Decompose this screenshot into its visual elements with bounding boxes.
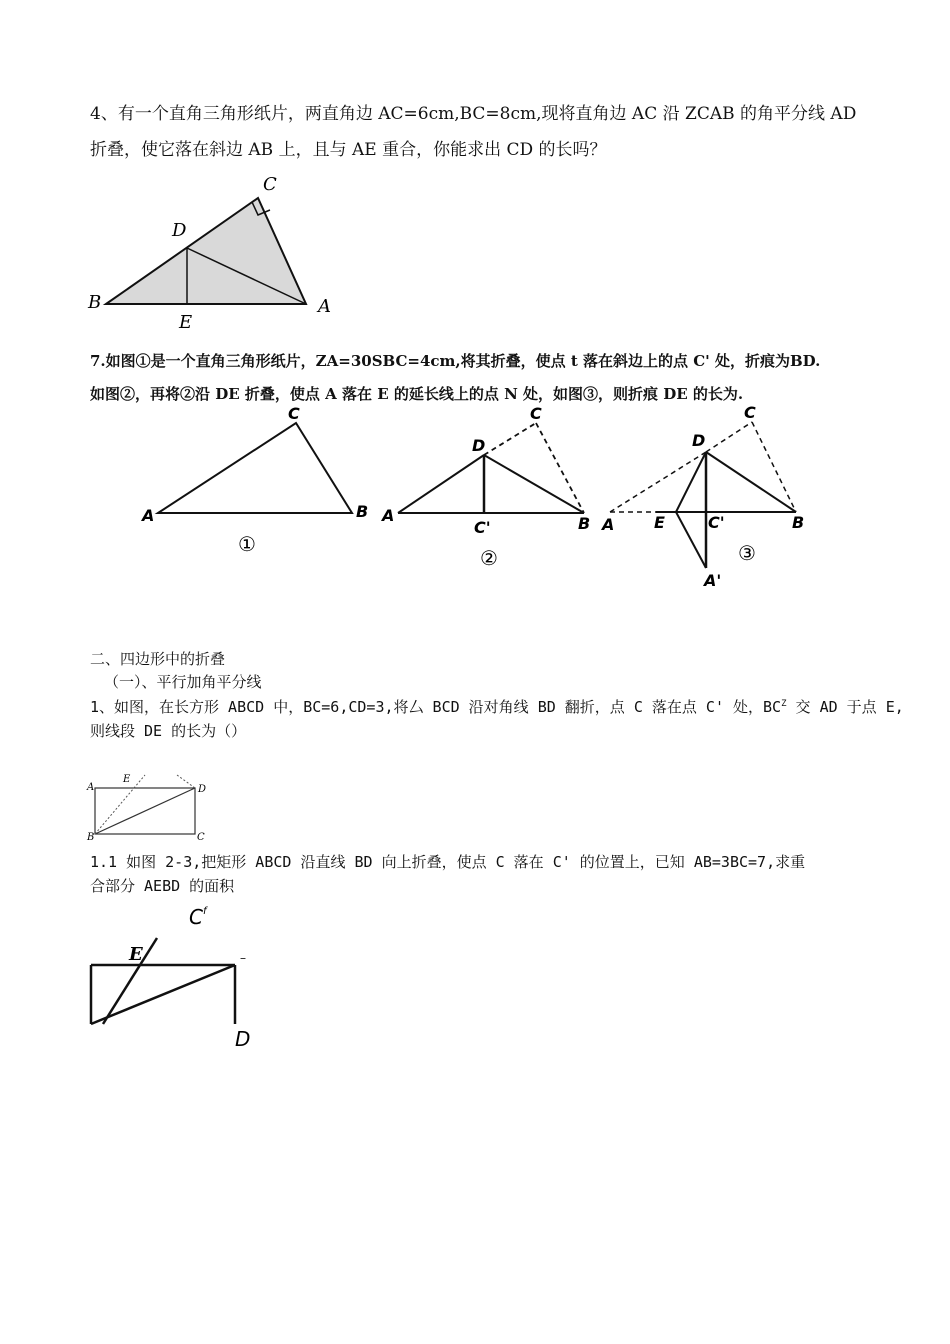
fig2-label-a: A [382,506,395,525]
rect-label-a: A [87,782,95,793]
label-c-prime [189,905,208,929]
label-c: C [263,174,277,195]
problem-1-1-line-1: 1.1 如图 2-3,把矩形 ABCD 沿直线 BD 向上折叠，使点 C 落在 C' 的位置上，已知 AB=3BC=7,求重 [90,853,806,871]
section-2-q1-line-1 [90,696,904,717]
problem-7-line-2: 如图②，再将②沿 DE 折叠，使点 A 落在 E 的延长线上的点 N 处，如图③，则折痕 DE 的长为. [90,385,744,403]
q1-sup: Z [781,699,787,709]
fig3-label-a: A [602,515,615,534]
fig1-label-a: A [142,506,155,525]
problem-7-figure-1 [140,405,380,555]
fig1-label-c: C [288,404,300,423]
label-a: A [318,296,331,317]
label-c-prime-sup: f [202,906,207,917]
problem-7-figure-2 [380,405,600,575]
problem-1-1-figure [85,900,265,1055]
rect-label-b: B [87,832,95,843]
fig2-label-cprime: C' [474,518,491,537]
section-2-q1-line-2: 则线段 DE 的长为（） [90,722,247,740]
section-2-subheading: （一）、平行加角平分线 [104,673,262,691]
problem-7-figure-3 [600,400,820,595]
fig2-label-c: C [530,404,542,423]
fig1-number: ① [238,532,256,556]
label-c-prime-main: C [189,905,203,929]
problem-4-figure [80,170,350,335]
problem-4-line-1: 4、有一个直角三角形纸片，两直角边 AC=6cm,BC=8cm,现将直角边 AC 沿 ZCAB 的角平分线 AD [90,104,857,124]
fig3-label-cprime: C' [708,513,725,532]
q1-text-b: 交 AD 于点 E, [786,698,904,716]
label-dash: – [240,951,246,965]
fig2-label-d: D [472,436,486,455]
rectangle-fold-figure [85,770,215,845]
label-d: D [172,220,187,241]
q1-text-a: 1、如图，在长方形 ABCD 中，BC=6,CD=3,将厶 BCD 沿对角线 BD 翻折，点 C 落在点 C' 处，BC [90,698,782,716]
fig3-label-aprime: A' [704,571,722,590]
rect-label-d: D [198,784,207,795]
problem-7-line-1: 7.如图①是一个直角三角形纸片，ZA=30SBC=4cm,将其折叠，使点 t 落在斜边上的点 C' 处，折痕为BD. [90,352,821,370]
triangle-abc [106,198,306,304]
fig1-label-b: B [356,502,369,521]
fig3-label-b: B [792,513,805,532]
fig3-label-e: E [654,513,665,532]
label-e: E [179,312,193,333]
fig3-number: ③ [738,541,756,565]
label-e: E [129,944,143,965]
fig2-number: ② [480,546,498,570]
label-b: B [88,292,102,313]
fig3-label-c: C [744,403,756,422]
problem-4-line-2: 折叠，使它落在斜边 AB 上，且与 AE 重合，你能求出 CD 的长吗？ [90,140,607,160]
rect-label-c: C [197,832,205,843]
fig3-label-d: D [692,431,706,450]
problem-1-1-line-2: 合部分 AEBD 的面积 [90,877,235,895]
rect-label-e: E [123,774,131,785]
section-2-heading: 二、四边形中的折叠 [90,650,226,668]
fig2-label-b: B [578,514,591,533]
label-d: D [235,1027,251,1051]
triangle-abc-1 [158,423,352,513]
